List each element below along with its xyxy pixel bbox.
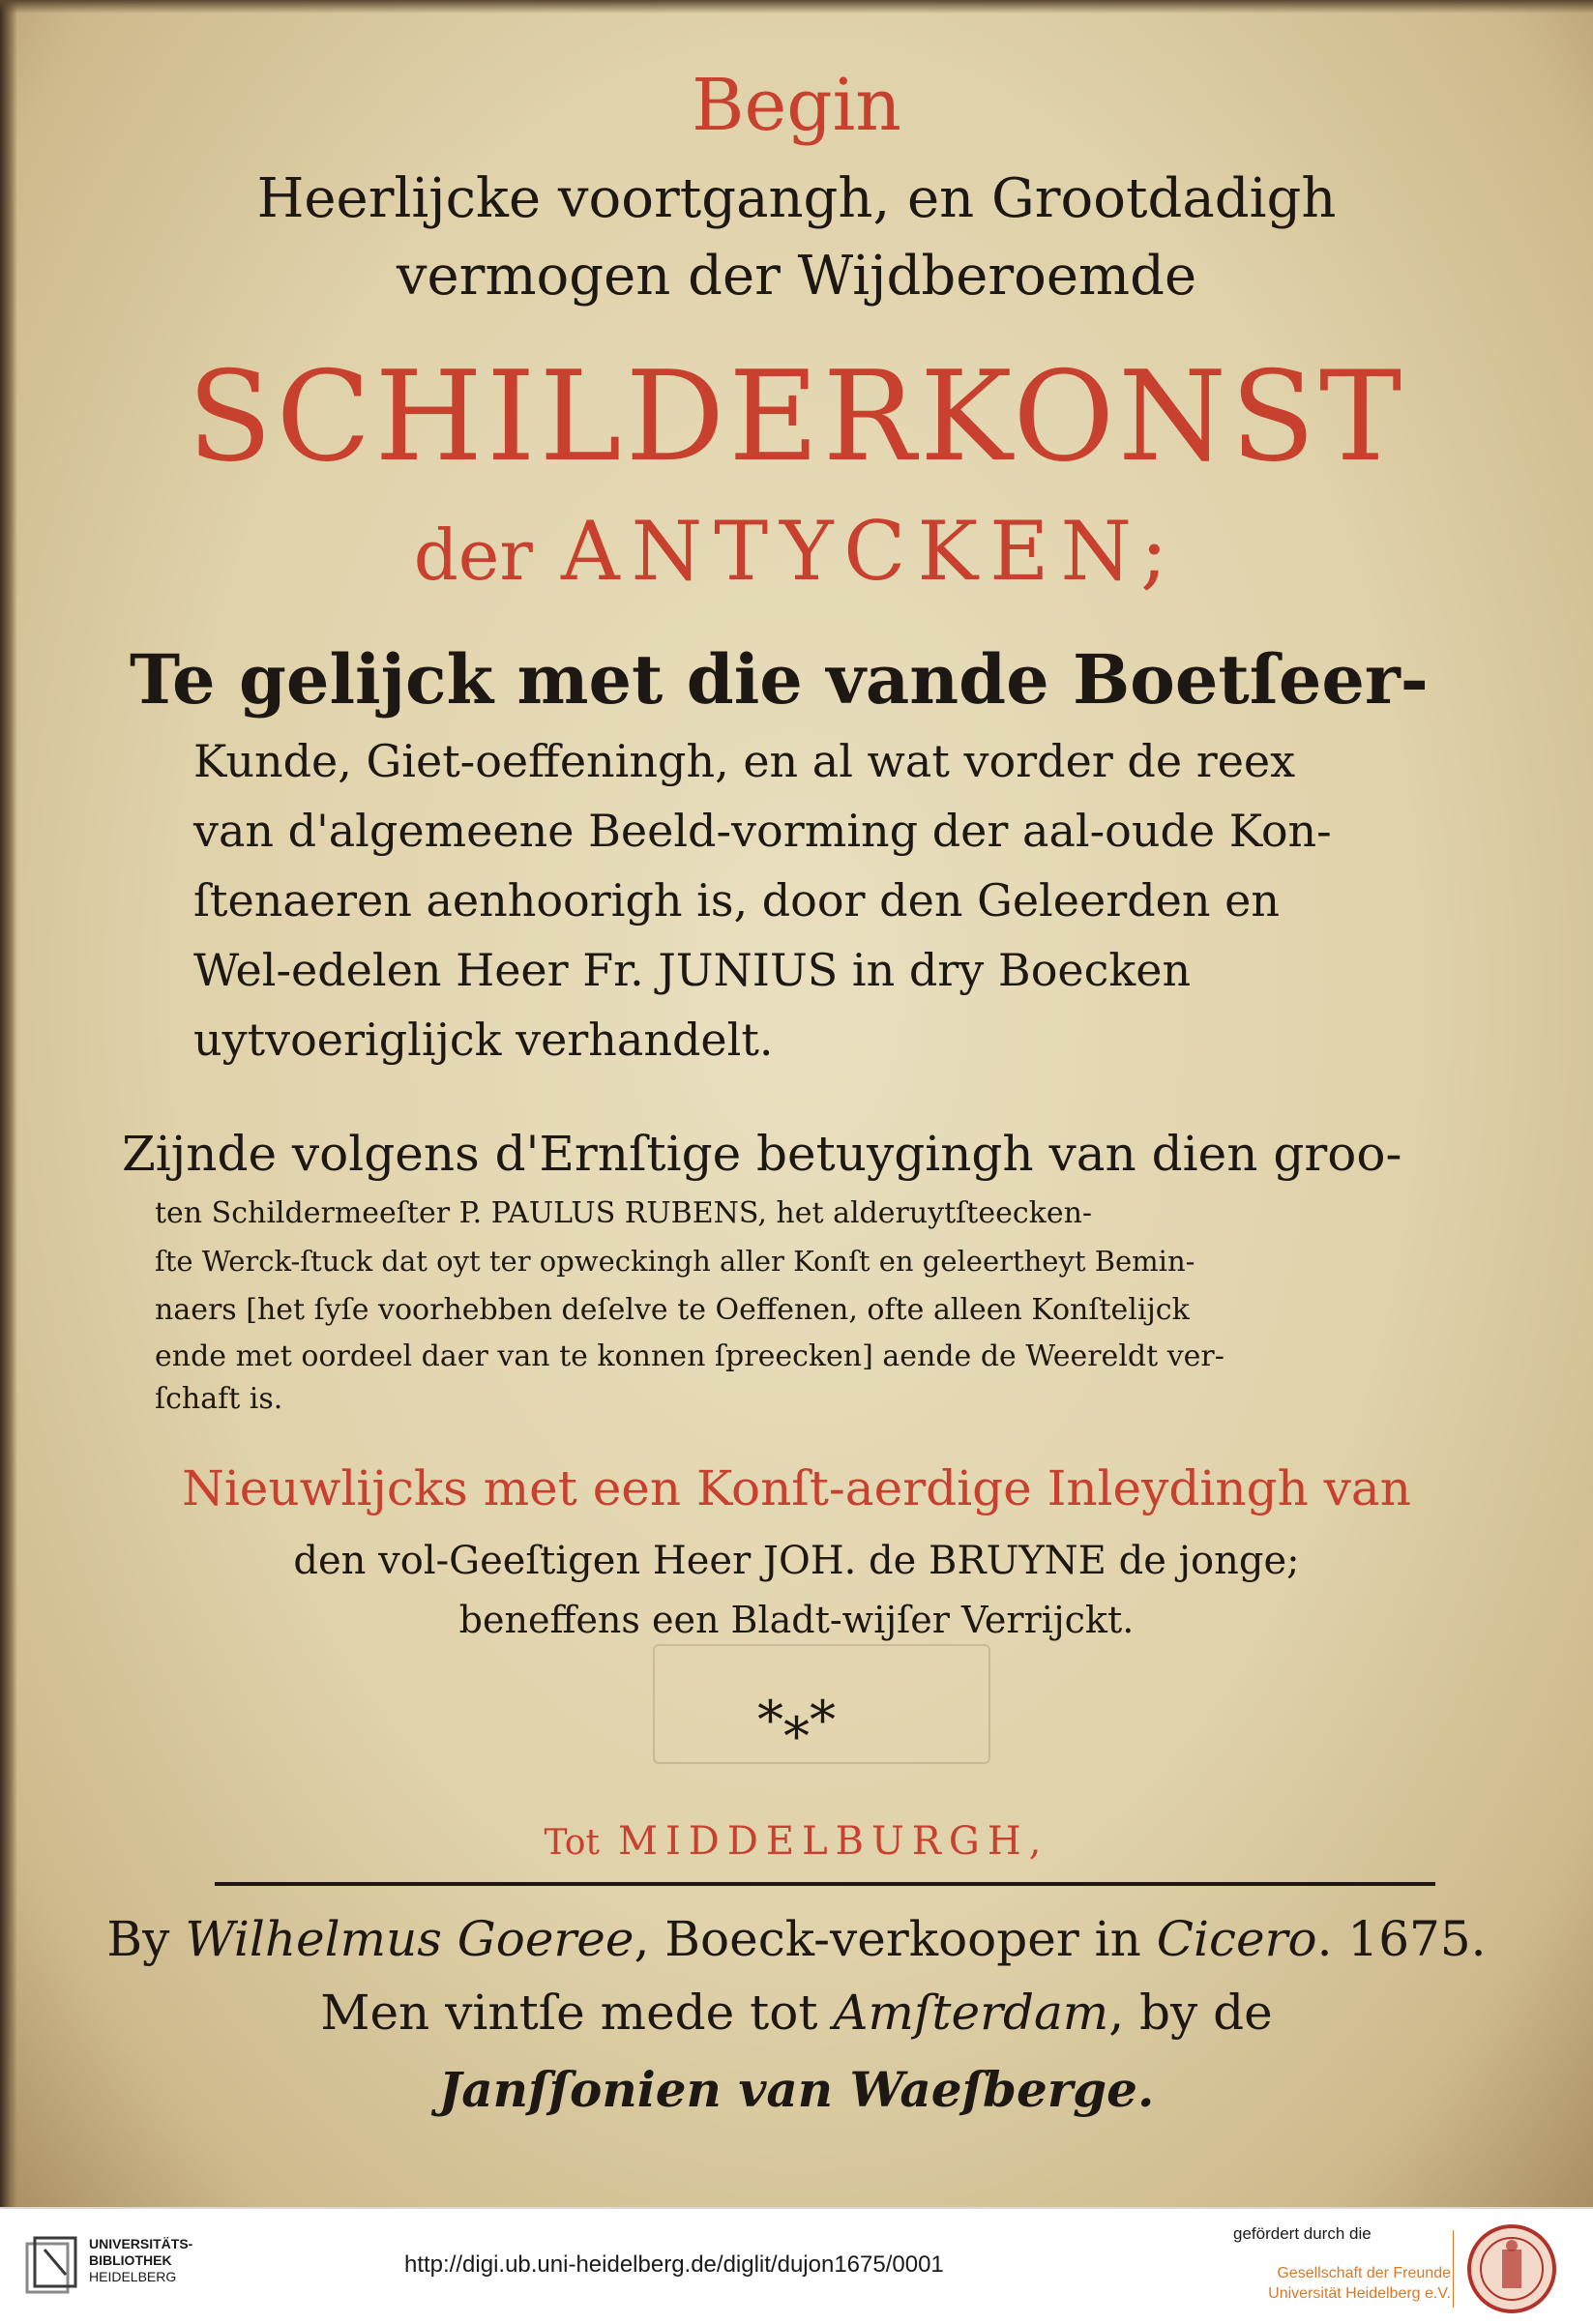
page-top-shadow [0, 0, 1593, 14]
paragraph-1-line-4: ſtenaeren aenhoorigh is, door den Geleerden en [193, 874, 1280, 927]
heading-schilderkonst: SCHILDERKONST [187, 345, 1406, 489]
paragraph-3-red-line: Nieuwlijcks met een Konſt-aerdige Inleydingh van [182, 1460, 1411, 1516]
imprint-line-2a: Men vintſe mede tot [320, 1985, 818, 2041]
paragraph-1-line-3: van d'algemeene Beeld-vorming der aal-oude Kon- [193, 805, 1332, 857]
sponsor-name-line-2: Universität Heidelberg e.V. [1268, 2285, 1451, 2302]
heading-line-3: vermogen der Wijdberoemde [396, 245, 1197, 308]
sponsor-intro: gefördert durch die [1233, 2224, 1372, 2243]
library-name-line-3: HEIDELBERG [89, 2269, 177, 2284]
place-name: MIDDELBURGH, [618, 1819, 1049, 1864]
university-seal-icon [1465, 2222, 1558, 2315]
page-edge-shadow [0, 0, 17, 2207]
paragraph-1-line-5: Wel-edelen Heer Fr. JUNIUS in dry Boecken [193, 944, 1192, 996]
paragraph-2-line-5: ende met oordeel daer van te konnen ſpreecken] aende de Weereldt ver- [155, 1339, 1224, 1373]
heading-begin: Begin [692, 64, 901, 147]
library-name-line-2: BIBLIOTHEK [89, 2252, 172, 2268]
digitization-footer [0, 2207, 1593, 2324]
sponsor-name [1233, 2263, 1451, 2304]
paragraph-2-line-1: Zijnde volgens d'Ernſtige betuygingh van dien groo- [122, 1126, 1402, 1182]
paragraph-1-line-1: Te gelijck met die vande Boetſeer- [130, 639, 1429, 720]
imprint-city: Amſterdam [833, 1985, 1109, 2041]
library-name-line-1: UNIVERSITÄTS- [89, 2236, 193, 2251]
place-line [0, 1819, 1593, 1864]
imprint-rule [215, 1882, 1435, 1886]
imprint-rest-1: , Boeck-verkooper in [634, 1911, 1141, 1967]
paragraph-1-line-6: uytvoeriglijck verhandelt. [193, 1014, 774, 1066]
university-library-logo-icon [23, 2234, 79, 2296]
ornament-asterisks: *⁎* [757, 1690, 836, 1750]
paragraph-2-line-4: naers [het ſyſe voorhebben deſelve te Oeffenen, ofte alleen Konſtelijck [155, 1293, 1190, 1327]
sponsor-divider [1453, 2230, 1454, 2308]
imprint-line-1 [0, 1911, 1593, 1967]
imprint-printer: Wilhelmus Goeree [185, 1911, 634, 1967]
imprint-line-3: Janſſonien van Waeſberge. [438, 2061, 1155, 2118]
place-prefix: Tot [544, 1823, 600, 1863]
paragraph-2-line-2: ten Schildermeeſter P. PAULUS RUBENS, het alderuytſteecken- [155, 1196, 1093, 1230]
imprint-line-2b: , by de [1108, 1985, 1273, 2041]
paragraph-1-line-2: Kunde, Giet-oeffeningh, en al wat vorder de reex [193, 735, 1296, 787]
heading-antycken: ANTYCKEN; [560, 504, 1180, 599]
heading-line-2: Heerlijcke voortgangh, en Grootdadigh [256, 167, 1337, 230]
paragraph-2-line-6: ſchaft is. [155, 1382, 283, 1416]
imprint-line-2 [0, 1985, 1593, 2041]
paragraph-3-line-2: beneffens een Bladt-wijſer Verrijckt. [458, 1599, 1135, 1641]
heading-der: der [413, 515, 533, 596]
paragraph-3-line-1: den vol-Geeſtigen Heer JOH. de BRUYNE de jonge; [293, 1539, 1300, 1583]
library-name [89, 2236, 192, 2285]
heading-der-antycken [0, 504, 1593, 599]
imprint-sign: Cicero [1156, 1911, 1317, 1967]
sponsor-name-line-1: Gesellschaft der Freunde [1277, 2265, 1451, 2281]
imprint-year: . 1675. [1316, 1911, 1487, 1967]
permalink-url[interactable]: http://digi.ub.uni-heidelberg.de/diglit/dujon1675/0001 [404, 2251, 944, 2278]
imprint-by: By [106, 1911, 170, 1967]
paragraph-2-line-3: ſte Werck-ſtuck dat oyt ter opweckingh aller Konſt en geleertheyt Bemin- [155, 1245, 1195, 1278]
